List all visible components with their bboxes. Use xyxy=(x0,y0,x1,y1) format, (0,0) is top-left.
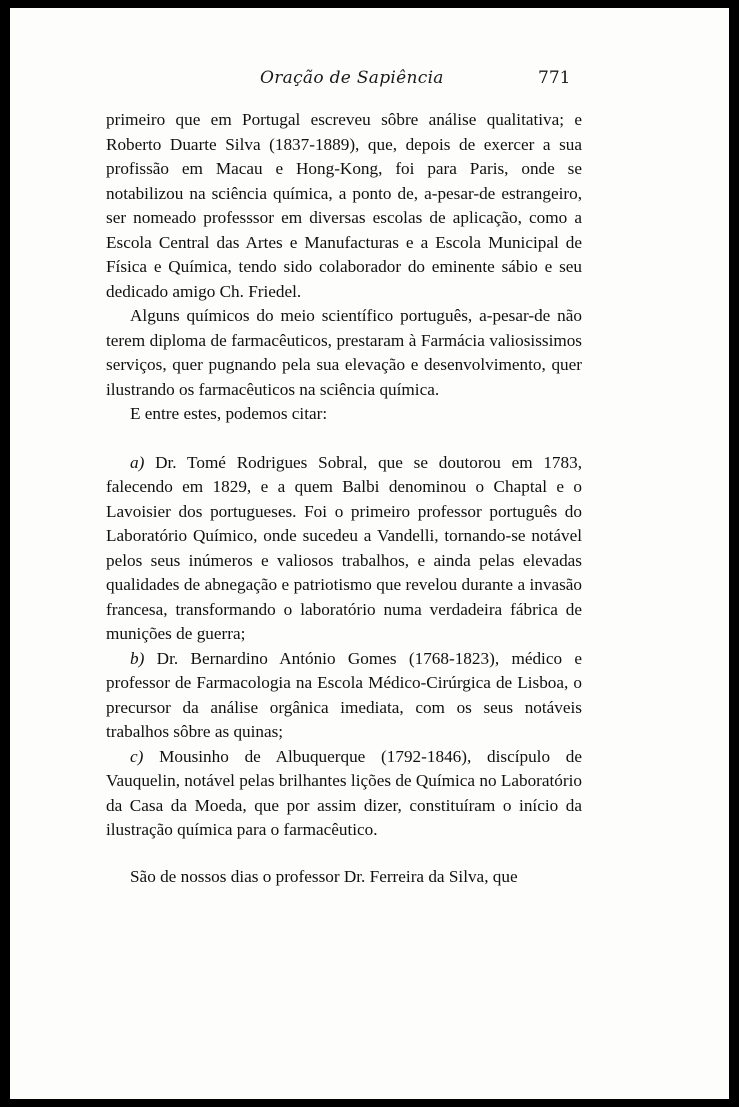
page-number: 771 xyxy=(538,68,571,88)
paragraph-chemists: Alguns químicos do meio scientífico português, a-pesar-de não terem diploma de farmacêuticos, prestaram à Farmácia valiosissimos serviços, quer pugnando pela sua elevação e desenvolvimento, quer ilustrando os farmacêuticos na sciência química. xyxy=(106,306,582,399)
list-item-a-text: Dr. Tomé Rodrigues Sobral, que se doutorou em 1783, falecendo em 1829, e a quem Balbi denominou o Chaptal e o Lavoisier dos portugueses. Foi o primeiro professor português do Laboratório Químico, onde sucedeu a Vandelli, tornando-se notável pelos seus inúmeros e valiosos trabalhos, e ainda pelas elevadas qualidades de abnegação e patriotismo que revelou durante a invasão francesa, transformando o laboratório numa verdadeira fábrica de munições de guerra; xyxy=(106,452,583,643)
running-title: Oração de Sapiência xyxy=(260,68,444,88)
page-header xyxy=(10,68,729,92)
paragraph-spacer xyxy=(106,843,582,865)
paragraph-final: São de nossos dias o professor Dr. Ferreira da Silva, que xyxy=(130,866,518,886)
list-item-b-text: Dr. Bernardino António Gomes (1768-1823), médico e professor de Farmacologia na Escola Médico-Cirúrgica de Lisboa, o precursor da análise orgânica imediata, com os seus notáveis trabalhos sôbre as quinas; xyxy=(106,648,582,741)
book-page xyxy=(10,8,729,1099)
list-item-c xyxy=(106,745,582,843)
list-item-a-label: a) xyxy=(130,452,145,472)
list-item-c-text: Mousinho de Albuquerque (1792-1846), discípulo de Vauquelin, notável pelas brilhantes lições de Química no Laboratório da Casa da Moeda, que por assim dizer, constituíram o início da ilustração química para o farmacêutico. xyxy=(106,746,582,839)
paragraph-spacer xyxy=(106,427,582,451)
list-item-a xyxy=(106,451,582,647)
list-item-b xyxy=(106,647,582,745)
list-item-b-label: b) xyxy=(130,648,145,668)
paragraph-list-intro: E entre estes, podemos citar: xyxy=(130,404,328,423)
list-item-c-label: c) xyxy=(130,746,144,766)
body-text xyxy=(106,108,582,889)
paragraph-continued: primeiro que em Portugal escreveu sôbre análise qualitativa; e Roberto Duarte Silva (1837-1889), que, depois de exercer a sua profissão em Macau e Hong-Kong, foi para Paris, onde se notabilizou na sciência química, a ponto de, a-pesar-de estrangeiro, ser nomeado professsor em diversas escolas de aplicação, como a Escola Central das Artes e Manufacturas e a Escola Municipal de Física e Química, tendo sido colaborador do eminente sábio e seu dedicado amigo Ch. Friedel. xyxy=(106,110,582,301)
